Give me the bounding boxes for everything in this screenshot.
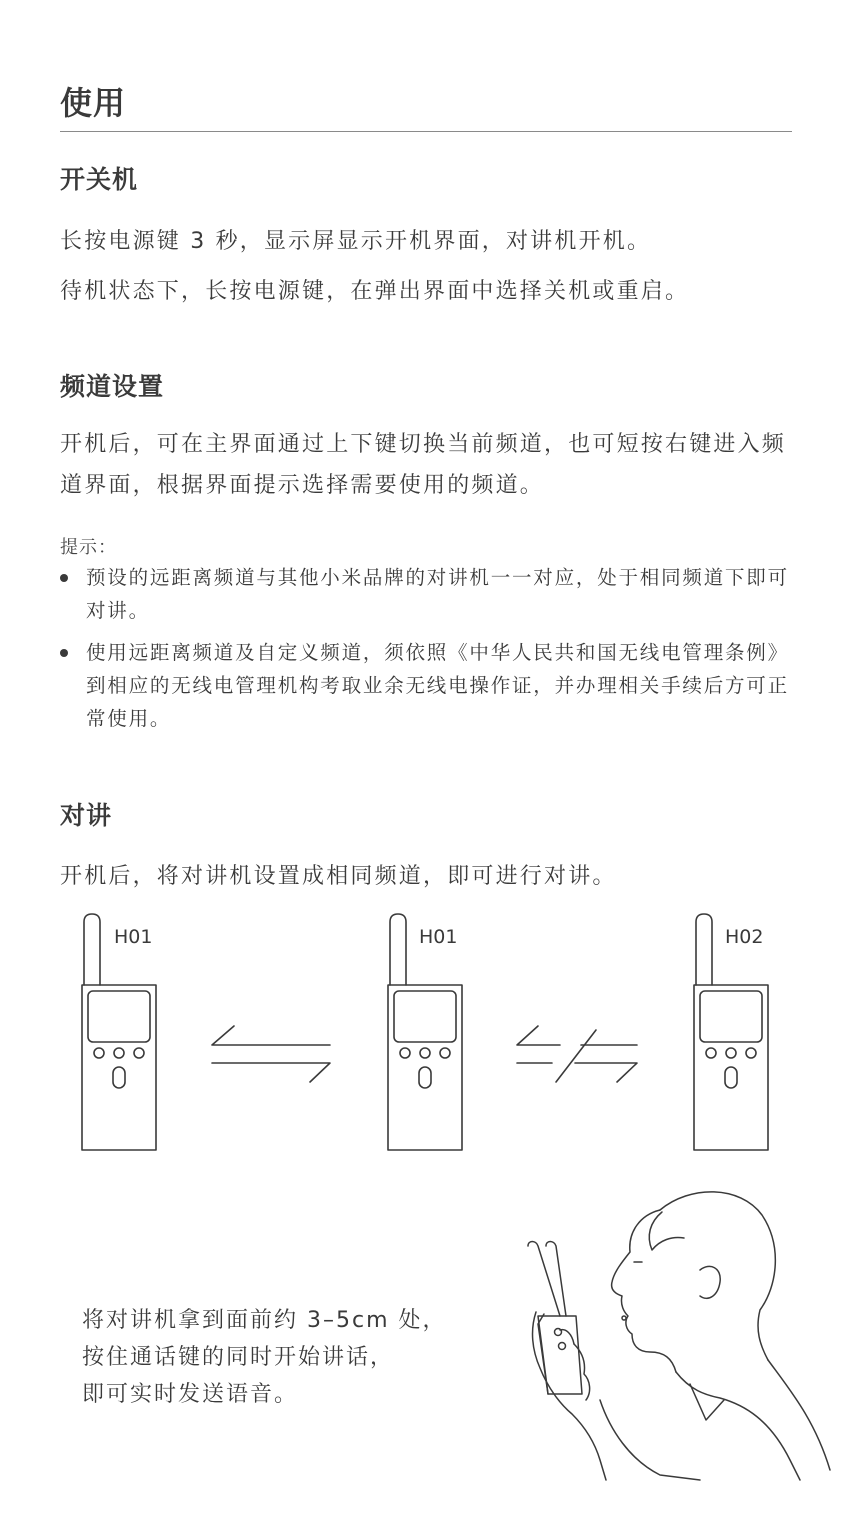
- talk-heading: 对讲: [60, 801, 113, 830]
- talk-body: 开机后，将对讲机设置成相同频道，即可进行对讲。: [60, 864, 617, 889]
- power-heading: 开关机: [60, 165, 139, 194]
- device-label-1: H01: [114, 926, 153, 948]
- tip-label: 提示：: [60, 537, 117, 558]
- device-label-2: H01: [419, 926, 458, 948]
- channel-heading: 频道设置: [60, 372, 165, 401]
- tip-item-2: 使用远距离频道及自定义频道，须依照《中华人民共和国无线电管理条例》到相应的无线电管理机构考取业余无线电操作证，并办理相关手续后方可正常使用。: [86, 641, 789, 730]
- caption-line-2: 按住通话键的同时开始讲话，: [82, 1345, 395, 1370]
- channel-body: 开机后，可在主界面通过上下键切换当前频道，也可短按右键进入频道界面，根据界面提示选择需要使用的频道。: [60, 432, 787, 498]
- device-label-3: H02: [725, 926, 764, 948]
- tip-item-1: 预设的远距离频道与其他小米品牌的对讲机一一对应，处于相同频道下即可对讲。: [86, 566, 789, 622]
- power-line-1: 长按电源键 3 秒，显示屏显示开机界面，对讲机开机。: [60, 229, 652, 254]
- caption-line-1: 将对讲机拿到面前约 3–5cm 处，: [82, 1308, 447, 1333]
- page-title: 使用: [60, 84, 127, 122]
- caption-line-3: 即可实时发送语音。: [82, 1382, 299, 1407]
- power-line-2: 待机状态下，长按电源键，在弹出界面中选择关机或重启。: [60, 279, 690, 304]
